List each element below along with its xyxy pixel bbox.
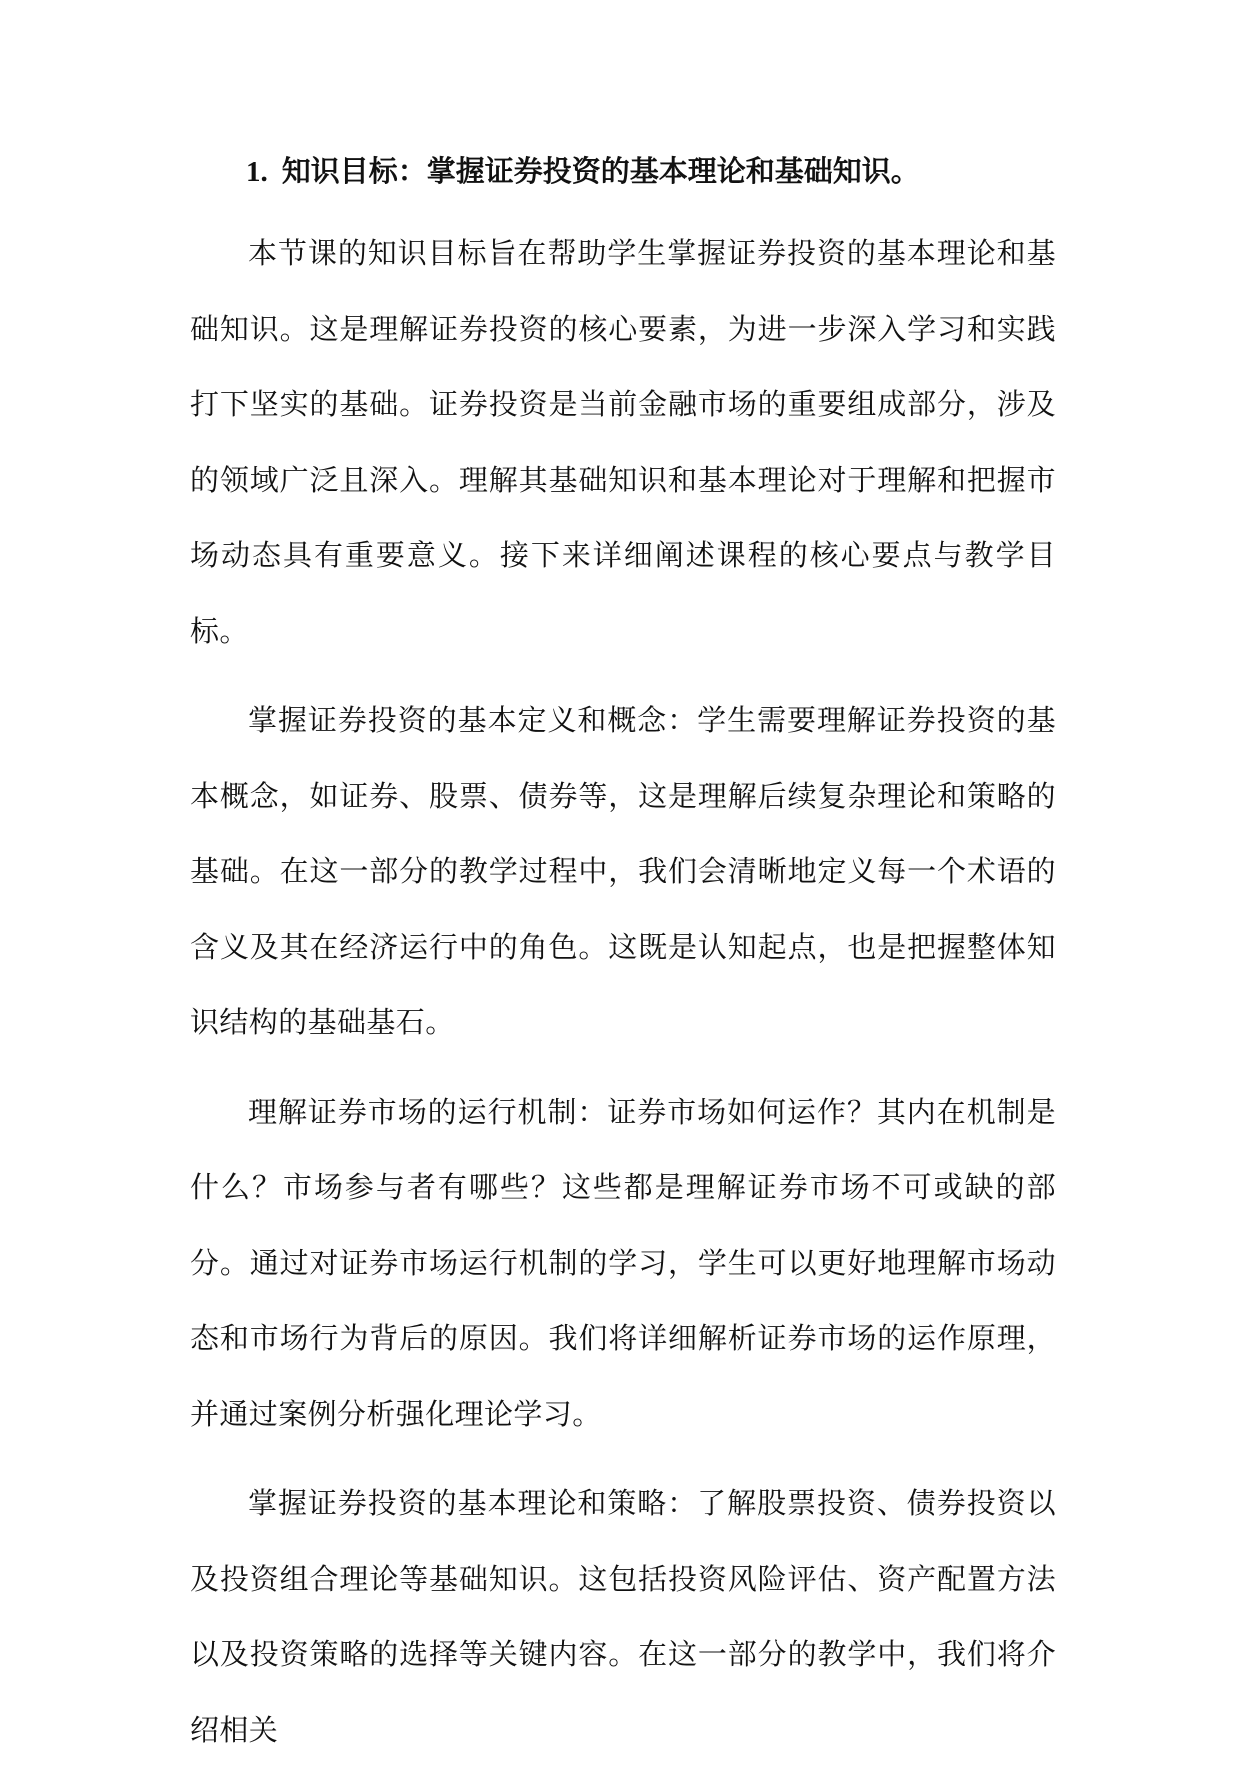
paragraph-market-mechanism: 理解证券市场的运行机制：证券市场如何运作？其内在机制是什么？市场参与者有哪些？这些都是理解证券市场不可或缺的部分。通过对证券市场运行机制的学习，学生可以更好地理解市场动态和市场行为背后的原因。我们将详细解析证券市场的运作原理，并通过案例分析强化理论学习。 — [190, 1094, 1056, 1431]
section-heading — [190, 140, 1056, 202]
paragraph-definitions: 掌握证券投资的基本定义和概念：学生需要理解证券投资的基本概念，如证券、股票、债券等，这是理解后续复杂理论和策略的基础。在这一部分的教学过程中，我们会清晰地定义每一个术语的含义及其在经济运行中的角色。这既是认知起点，也是把握整体知识结构的基础基石。 — [190, 703, 1056, 1039]
section-title: 知识目标：掌握证券投资的基本理论和基础知识。 — [281, 154, 920, 188]
document-body — [190, 140, 1056, 1768]
section-number: 1. — [246, 156, 268, 188]
paragraph-intro: 本节课的知识目标旨在帮助学生掌握证券投资的基本理论和基础知识。这是理解证券投资的核心要素，为进一步深入学习和实践打下坚实的基础。证券投资是当前金融市场的重要组成部分，涉及的领域广泛且深入。理解其基础知识和基本理论对于理解和把握市场动态具有重要意义。接下来详细阐述课程的核心要点与教学目标。 — [190, 236, 1056, 648]
paragraph-theory-strategy: 掌握证券投资的基本理论和策略：了解股票投资、债券投资以及投资组合理论等基础知识。这包括投资风险评估、资产配置方法以及投资策略的选择等关键内容。在这一部分的教学中，我们将介绍相关 — [190, 1486, 1056, 1747]
